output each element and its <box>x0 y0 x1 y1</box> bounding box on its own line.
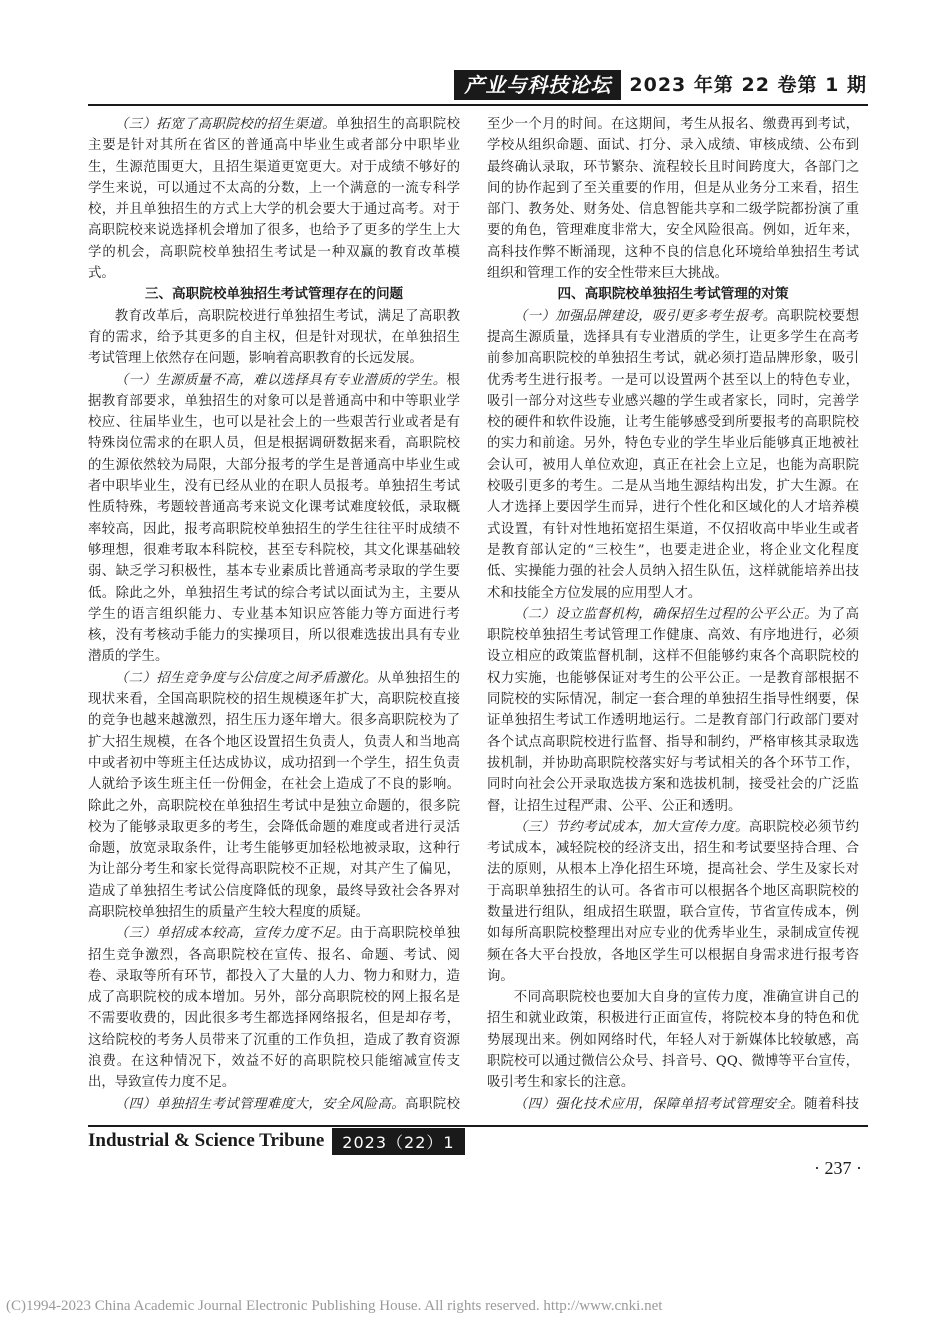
section-heading: 四、高职院校单独招生考试管理的对策 <box>557 286 789 303</box>
subheading: （一）生源质量不高，难以选择具有专业潜质的学生。 <box>114 372 447 388</box>
header-rule <box>88 104 868 106</box>
subheading: （二）招生竞争度与公信度之间矛盾激化。 <box>114 670 378 686</box>
running-header <box>454 70 867 100</box>
paragraph-body: 随着科技 <box>804 1096 859 1112</box>
subheading: （四）强化技术应用，保障单招考试管理安全。 <box>513 1096 805 1112</box>
paragraph: 不同高职院校也要加大自身的宣传力度，准确宣讲自己的招生和就业政策，积极进行正面宣传，将院校本身的特色和优势展现出来。例如网络时代，年轻人对于新媒体比较敏感，高职院校可以通过微信公众号、抖音号、QQ、微博等平台宣传，吸引考生和家长的注意。 <box>487 990 859 1091</box>
paragraph <box>487 817 859 987</box>
journal-english-name: Industrial & Science Tribune <box>88 1130 325 1151</box>
paragraph <box>88 114 460 284</box>
footer-issue: 2023（22）1 <box>332 1128 464 1155</box>
paragraph-body: 根据教育部要求，单独招生的对象可以是普通高中和中等职业学校应、往届毕业生，也可以是社会上的一些艰苦行业或者是有特殊岗位需求的在职人员，但是根据调研数据来看，高职院校的生源依然较为局限，大部分报考的学生是普通高中毕业生或者中职毕业生，没有已经从业的在职人员报考。单独招生考试性质特殊，考题较普通高考来说文化课考试难度较低，录取概率较高，因此，报考高职院校单独招生的学生往往平时成绩不够理想，很难考取本科院校，甚至专科院校，其文化课基础较弱、缺乏学习积极性，基本专业素质比普通高考录取的学生要低。除此之外，单独招生考试的综合考试以面试为主，主要从学生的语言组织能力、专业基本知识应答能力等方面进行考核，没有考核动手能力的实操项目，所以很难选拔出具有专业潜质的学生。 <box>88 372 460 665</box>
paragraph <box>88 668 460 924</box>
paragraph <box>487 306 859 604</box>
paragraph-body: 单独招生的高职院校主要是针对其所在省区的普通高中毕业生或者部分中职毕业生，生源范围更大，且招生渠道更宽更大。对于成绩不够好的学生来说，可以通过不太高的分数，上一个满意的一流专科学校，并且单独招生的方式上大学的机会要大于通过高考。对于高职院校来说选择机会增加了很多，也给予了更多的学生上大学的机会，高职院校单独招生考试是一种双赢的教育改革模式。 <box>88 117 460 282</box>
left-column <box>88 114 460 1114</box>
page-number: · 237 · <box>814 1158 862 1178</box>
paragraph <box>88 1094 460 1114</box>
paragraph-body: 由于高职院校单独招生竞争激烈，各高职院校在宣传、报名、命题、考试、阅卷、录取等所有环节，都投入了大量的人力、物力和财力，造成了高职院校的成本增加。另外，部分高职院校的网上报名是不需要收费的，因此很多考生都选择网络报名，但是却存考，这给院校的考务人员带来了沉重的工作负担，造成了教育资源浪费。在这种情况下，效益不好的高职院校只能缩减宣传支出，导致宣传力度不足。 <box>88 926 460 1091</box>
section-heading: 三、高职院校单独招生考试管理存在的问题 <box>144 286 404 303</box>
paragraph <box>487 1094 859 1114</box>
copyright-notice: (C)1994-2023 China Academic Journal Electronic Publishing House. All rights reserved. http://www.cnki.net <box>6 1298 663 1314</box>
paragraph: 教育改革后，高职院校进行单独招生考试，满足了高职教育的需求，给予其更多的自主权，但是针对现状，在单独招生考试管理上依然存在问题，影响着高职教育的长远发展。 <box>88 308 460 367</box>
running-footer <box>88 1128 868 1154</box>
paragraph <box>88 370 460 668</box>
issue-info: 2023 年第 22 卷第 1 期 <box>629 74 867 96</box>
paragraph-body: 高职院校要想提高生源质量，选择具有专业潜质的学生，让更多学生在高考前参加高职院校的单独招生考试，就必须打造品牌形象，吸引优秀考生进行报考。一是可以设置两个甚至以上的特色专业，吸引一部分对这些专业感兴趣的学生或者家长，同时，完善学校的硬件和软件设施，让考生能够感受到所要报考的高职院校的实力和前途。另外，特色专业的学生毕业后能够真正地被社会认可，被用人单位欢迎，真正在社会上立足，也能为高职院校吸引更多的考生。二是从当地生源结构出发，扩大生源。在人才选择上要因学生而异，进行个性化和区域化的人才培养模式设置，有针对性地拓宽招生渠道，不仅招收高中毕业生或者是教育部认定的“三校生”，也要走进企业，将企业文化程度低、实操能力强的社会人员纳入招生队伍，这样就能培养出技术和技能全方位发展的应用型人才。 <box>487 308 859 601</box>
paragraph-body: 高职院校必须节约考试成本，减轻院校的经济支出，招生和考试要坚持合理、合法的原则，从根本上净化招生环境，提高社会、学生及家长对于高职单独招生的认可。各省市可以根据各个地区高职院校的数量进行组队，组成招生联盟，联合宣传，节省宣传成本，例如每所高职院校整理出对应专业的优秀毕业生，录制成宣传视频在各大平台投放，各地区学生可以根据自身需求进行报考咨询。 <box>487 819 859 984</box>
journal-name: 产业与科技论坛 <box>454 70 621 100</box>
subheading: （三）拓宽了高职院校的招生渠道。 <box>114 117 337 132</box>
footer-rule <box>88 1125 868 1127</box>
paragraph-body: 为了高职院校单独招生考试管理工作健康、高效、有序地进行，必须设立相应的政策监督机制，这样不但能够约束各个高职院校的权力实施，也能够保证对考生的公平公正。一是教育部根据不同院校的实际情况，制定一套合理的单独招生指导性纲要，保证单独招生考试工作透明地运行。二是教育部门行政部门要对各个试点高职院校进行监督、指导和制约，严格审核其录取选拔机制，并协助高职院校落实好与考试相关的各个环节工作，同时向社会公开录取选拔方案和选拔机制，接受社会的广泛监督，让招生过程严肃、公平、公正和透明。 <box>487 606 859 814</box>
paragraph-continued: 至少一个月的时间。在这期间，考生从报名、缴费再到考试，学校从组织命题、面试、打分、录入成绩、审核成绩、公布到最终确认录取，环节繁杂、流程较长且时间跨度大，各部门之间的协作起到了至关重要的作用，但是从业务分工来看，招生部门、教务处、财务处、信息智能共享和二级学院都扮演了重要的角色，管理难度非常大，安全风险很高。例如，近年来，高科技作弊不断涌现，这种不良的信息化环境给单独招生考试组织和管理工作的安全性带来巨大挑战。 <box>487 117 859 282</box>
subheading: （二）设立监督机构，确保招生过程的公平公正。 <box>513 606 818 622</box>
paragraph <box>487 604 859 817</box>
paragraph-body: 高职院校 <box>405 1096 460 1112</box>
subheading: （一）加强品牌建设，吸引更多考生报考。 <box>513 308 777 324</box>
subheading: （四）单独招生考试管理难度大，安全风险高。 <box>114 1096 406 1112</box>
subheading: （三）单招成本较高，宣传力度不足。 <box>114 926 350 942</box>
right-column <box>487 114 859 1114</box>
paragraph-body: 从单独招生的现状来看，全国高职院校的招生规模逐年扩大，高职院校直接的竞争也越来越激烈，招生压力逐年增大。很多高职院校为了扩大招生规模，在各个地区设置招生负责人，负责人和当地高中或者初中等班主任达成协议，成功招到一个学生，招生负责人就给予该生班主任一份佣金，在社会上造成了不良的影响。除此之外，高职院校在单独招生考试中是独立命题的，很多院校为了能够录取更多的考生，会降低命题的难度或者进行灵活命题，放宽录取条件，让考生能够更加轻松地被录取，这种行为让部分考生和家长觉得高职院校不正规，对其产生了偏见，造成了单独招生考试公信度降低的现象，最终导致社会各界对高职院校单独招生的质量产生较大程度的质疑。 <box>88 670 460 920</box>
paragraph <box>88 923 460 1093</box>
subheading: （三）节约考试成本，加大宣传力度。 <box>513 819 749 835</box>
